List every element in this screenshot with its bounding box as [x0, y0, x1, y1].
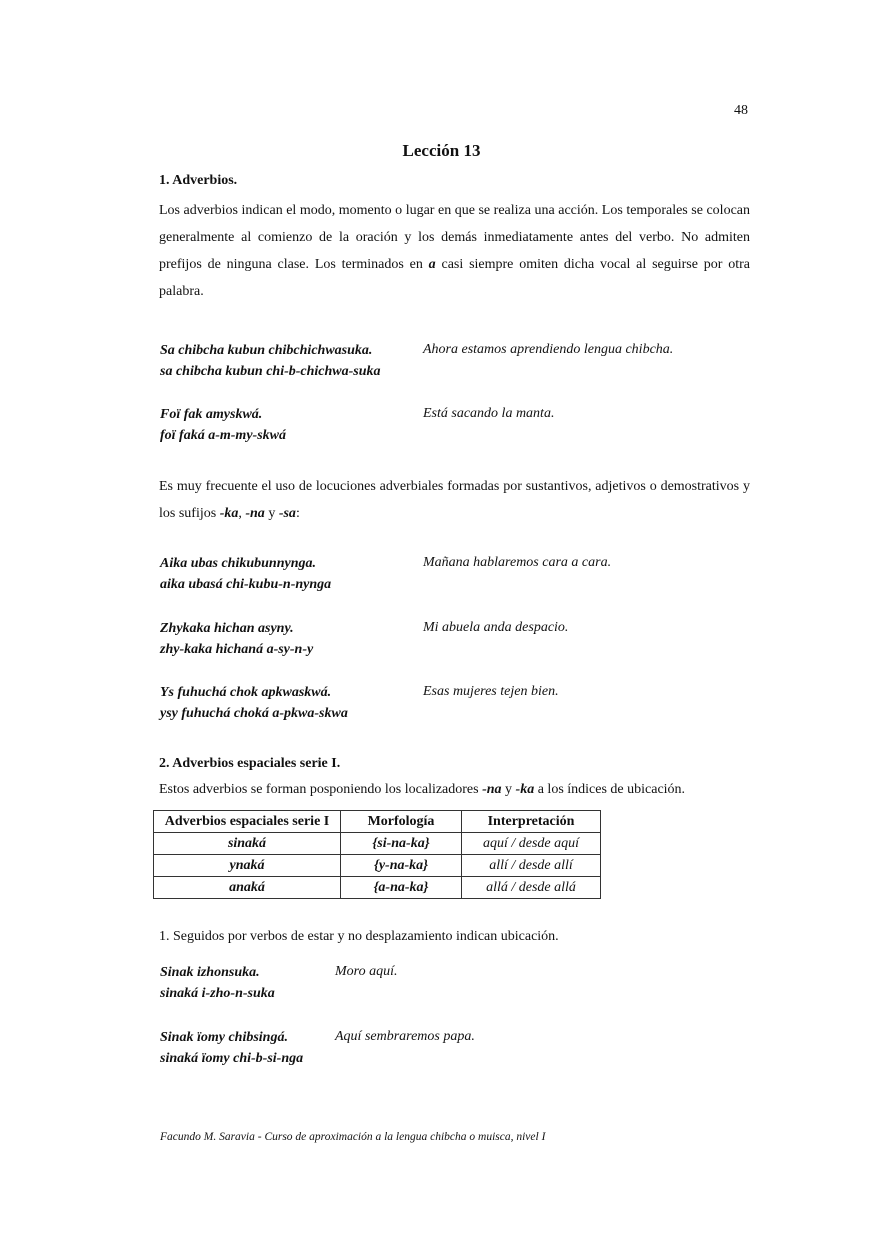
- example-translation: Esas mujeres tejen bien.: [423, 684, 559, 699]
- para-text: a los índices de ubicación.: [534, 782, 686, 797]
- table-cell: ynaká: [154, 855, 341, 877]
- table-cell: allá / desde allá: [462, 877, 601, 899]
- example-morphology: ysy fuhuchá choká a-pkwa-skwa: [160, 706, 348, 721]
- para-text: y: [501, 782, 516, 797]
- page-footer: Facundo M. Saravia - Curso de aproximación a la lengua chibcha o muisca, nivel I: [160, 1131, 546, 1143]
- suffix: -sa: [278, 506, 296, 521]
- lesson-title: Lección 13: [402, 141, 481, 160]
- table-header: Morfología: [341, 811, 462, 833]
- example-block: [160, 1027, 303, 1069]
- example-block: [160, 553, 331, 595]
- example-morphology: sa chibcha kubun chi-b-chichwa-suka: [160, 364, 381, 379]
- example-morphology: foï faká a-m-my-skwá: [160, 428, 286, 443]
- example-translation: Moro aquí.: [335, 964, 398, 979]
- section2-heading: 2. Adverbios espaciales serie I.: [159, 756, 341, 771]
- para-text: Estos adverbios se forman posponiendo los localizadores: [159, 782, 483, 797]
- adverbs-table: [153, 810, 601, 899]
- example-block: [160, 962, 275, 1004]
- section2-intro: [159, 782, 685, 798]
- para-text: y: [264, 506, 279, 521]
- example-sentence: Sa chibcha kubun chibchichwasuka.: [160, 343, 373, 358]
- section1-heading: 1. Adverbios.: [159, 173, 238, 188]
- example-block: [160, 618, 313, 660]
- section1-paragraph-2: [159, 473, 750, 527]
- table-cell: allí / desde allí: [462, 855, 601, 877]
- para-text: Los adverbios indican el modo, momento o lugar en que se realiza una acción. Los temporales se colocan generalmente al comienzo de la oración y los demás inmediatamente antes del verbo. No admiten prefijos de ninguna clase. Los terminados en: [159, 203, 750, 272]
- example-translation: Aquí sembraremos papa.: [335, 1029, 475, 1044]
- para-emphasis: a: [428, 257, 436, 272]
- table-cell: {si-na-ka}: [341, 833, 462, 855]
- table-header: Interpretación: [462, 811, 601, 833]
- table-cell: sinaká: [154, 833, 341, 855]
- example-translation: Está sacando la manta.: [423, 406, 555, 421]
- suffix: -na: [245, 506, 265, 521]
- table-cell: aquí / desde aquí: [462, 833, 601, 855]
- table-header-row: [154, 811, 601, 833]
- suffix: -na: [482, 782, 502, 797]
- example-morphology: aika ubasá chi-kubu-n-nynga: [160, 577, 332, 592]
- table-row: [154, 877, 601, 899]
- suffix: -ka: [219, 506, 239, 521]
- example-translation: Mi abuela anda despacio.: [423, 620, 569, 635]
- example-sentence: Zhykaka hichan asyny.: [160, 621, 294, 636]
- page-number: 48: [734, 103, 748, 118]
- example-block: [160, 404, 286, 446]
- example-sentence: Sinak ïomy chibsingá.: [160, 1030, 288, 1045]
- example-block: [160, 340, 381, 382]
- section1-paragraph: [159, 197, 750, 305]
- para-text: :: [295, 506, 300, 521]
- section2-note: 1. Seguidos por verbos de estar y no desplazamiento indican ubicación.: [159, 929, 559, 944]
- para-text: Es muy frecuente el uso de locuciones adverbiales formadas por sustantivos, adjetivos o demostrativos y los sufijos: [159, 479, 750, 521]
- example-morphology: sinaká i-zho-n-suka: [160, 986, 275, 1001]
- table-cell: anaká: [154, 877, 341, 899]
- example-sentence: Ys fuhuchá chok apkwaskwá.: [160, 685, 332, 700]
- example-sentence: Sinak izhonsuka.: [160, 965, 260, 980]
- table-row: [154, 833, 601, 855]
- example-translation: Ahora estamos aprendiendo lengua chibcha.: [423, 342, 674, 357]
- example-sentence: Aika ubas chikubunnynga.: [160, 556, 316, 571]
- para-text: ,: [238, 506, 246, 521]
- table-row: [154, 855, 601, 877]
- example-morphology: sinaká ïomy chi-b-si-nga: [160, 1051, 304, 1066]
- example-sentence: Foï fak amyskwá.: [160, 407, 263, 422]
- example-block: [160, 682, 348, 724]
- example-morphology: zhy-kaka hichaná a-sy-n-y: [160, 642, 314, 657]
- table-cell: {a-na-ka}: [341, 877, 462, 899]
- table-cell: {y-na-ka}: [341, 855, 462, 877]
- suffix: -ka: [515, 782, 535, 797]
- table-header: Adverbios espaciales serie I: [154, 811, 341, 833]
- example-translation: Mañana hablaremos cara a cara.: [423, 555, 612, 570]
- para-text: casi siempre omiten dicha vocal al seguirse por otra palabra.: [159, 257, 750, 299]
